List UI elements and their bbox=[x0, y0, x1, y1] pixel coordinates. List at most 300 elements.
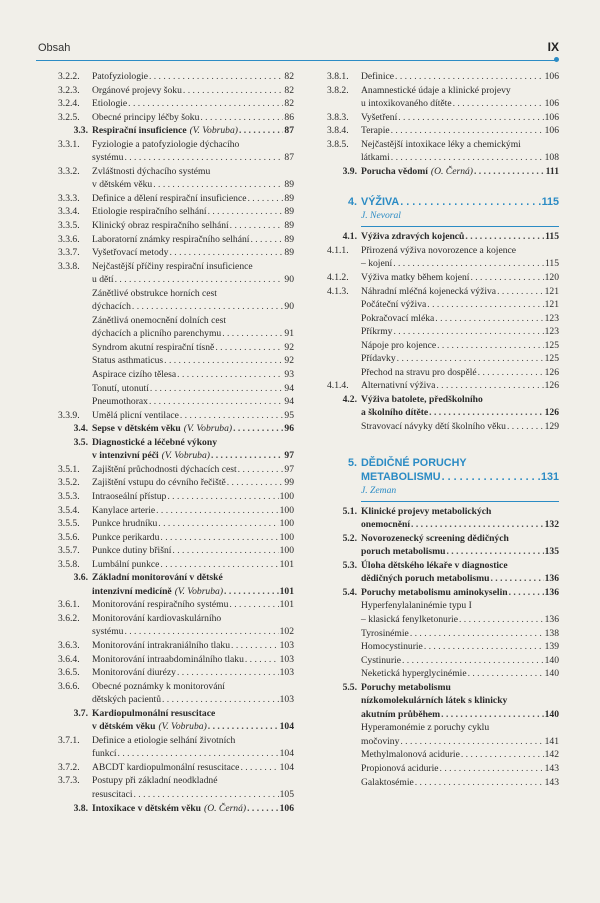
toc-entry[interactable] bbox=[327, 627, 559, 641]
section-number: 3.3.3. bbox=[58, 192, 80, 204]
entry-title: Homocystinurie bbox=[361, 641, 423, 653]
entry-title-line: Základní monitorování v dětské bbox=[92, 572, 223, 584]
entry-title-line: Klinické projevy metabolických bbox=[361, 505, 492, 517]
entry-title-line: Kardiopulmonální resuscitace bbox=[92, 707, 216, 719]
entry-page: 115 bbox=[545, 231, 559, 243]
leader-dots bbox=[395, 70, 544, 84]
entry-page: 136 bbox=[544, 573, 559, 585]
leader-dots bbox=[459, 613, 544, 627]
toc-column-left bbox=[58, 70, 294, 815]
entry-title-line: Obecné poznámky k monitorování bbox=[92, 680, 225, 692]
toc-entry[interactable] bbox=[58, 205, 294, 219]
entry-title: Klinický obraz respiračního selhání bbox=[92, 220, 229, 232]
toc-entry[interactable] bbox=[58, 287, 294, 314]
entry-title: – klasická fenylketonurie bbox=[361, 613, 458, 625]
leader-dots bbox=[172, 544, 278, 558]
section-number: 3.5.2. bbox=[58, 477, 80, 489]
entry-author: (V. Vobruba) bbox=[183, 423, 233, 435]
entry-page: 126 bbox=[544, 366, 559, 378]
leader-dots bbox=[391, 124, 544, 138]
leader-dots bbox=[245, 653, 279, 667]
entry-page: 89 bbox=[284, 192, 294, 204]
entry-title-line: nízkomolekulárních látek s klinicky bbox=[361, 695, 508, 707]
chapter-author-name: J. Zeman bbox=[361, 484, 397, 496]
entry-page: 89 bbox=[284, 220, 294, 232]
section-number: 3.6.3. bbox=[58, 639, 80, 651]
section-number: 3.5.7. bbox=[58, 545, 80, 557]
toc-entry[interactable] bbox=[58, 734, 294, 761]
toc-entry[interactable] bbox=[58, 70, 294, 84]
toc-entry[interactable] bbox=[327, 111, 559, 125]
toc-entry[interactable] bbox=[327, 298, 559, 312]
toc-entry[interactable] bbox=[58, 544, 294, 558]
entry-page: 103 bbox=[279, 653, 294, 665]
leader-dots bbox=[183, 84, 284, 98]
leader-dots bbox=[468, 667, 544, 681]
toc-entry[interactable] bbox=[58, 666, 294, 680]
section-number: 3.5.6. bbox=[58, 531, 80, 543]
entry-title: Cystinurie bbox=[361, 654, 401, 666]
toc-entry[interactable] bbox=[327, 721, 559, 748]
entry-page: 143 bbox=[544, 762, 559, 774]
entry-title-line: Fyziologie a patofyziologie dýchacího bbox=[92, 138, 240, 150]
toc-entry[interactable] bbox=[58, 476, 294, 490]
toc-entry[interactable] bbox=[327, 762, 559, 776]
section-number: 3.3.9. bbox=[58, 409, 80, 421]
toc-entry[interactable] bbox=[58, 707, 294, 734]
toc-entry[interactable] bbox=[327, 393, 559, 420]
leader-dots bbox=[222, 327, 283, 341]
entry-author: (V. Vobruba) bbox=[161, 450, 210, 462]
entry-page: 125 bbox=[544, 339, 559, 351]
entry-title: Definice bbox=[361, 71, 395, 82]
entry-page: 86 bbox=[284, 111, 294, 123]
toc-entry[interactable] bbox=[327, 559, 559, 586]
toc-entry[interactable] bbox=[327, 84, 559, 111]
toc-entry[interactable] bbox=[58, 639, 294, 653]
entry-page: 111 bbox=[545, 165, 559, 177]
entry-title-line: Postupy při základní neodkladné bbox=[92, 775, 218, 787]
entry-page: 108 bbox=[544, 152, 559, 164]
entry-title: Nápoje pro kojence bbox=[361, 339, 437, 351]
entry-title: Přídavky bbox=[361, 353, 396, 365]
toc-entry[interactable] bbox=[327, 138, 559, 165]
page-header bbox=[0, 0, 600, 66]
entry-title: Aspirace cizího tělesa bbox=[92, 369, 177, 381]
entry-title: Terapie bbox=[361, 125, 390, 137]
toc-entry[interactable] bbox=[58, 558, 294, 572]
entry-title: Definice a dělení respirační insuficience bbox=[92, 192, 247, 204]
leader-dots bbox=[490, 572, 543, 586]
entry-title: v dětském věku bbox=[92, 721, 156, 733]
toc-entry[interactable] bbox=[58, 571, 294, 598]
page-number: IX bbox=[547, 40, 559, 54]
entry-page: 132 bbox=[544, 519, 559, 531]
entry-title: Etiologie respiračního selhání bbox=[92, 206, 207, 218]
toc-entry[interactable] bbox=[58, 84, 294, 98]
leader-dots bbox=[424, 640, 544, 654]
entry-title: Intraoseální přístup bbox=[92, 490, 167, 502]
toc-entry[interactable] bbox=[58, 341, 294, 355]
leader-dots bbox=[497, 285, 544, 299]
toc-entry[interactable] bbox=[327, 640, 559, 654]
section-number: 4.1.4. bbox=[327, 380, 349, 392]
toc-entry[interactable] bbox=[327, 230, 559, 244]
toc-entry[interactable] bbox=[58, 246, 294, 260]
entry-page: 82 bbox=[284, 84, 294, 96]
leader-dots bbox=[238, 463, 284, 477]
entry-title: Tyrosinémie bbox=[361, 627, 409, 639]
toc-entry[interactable] bbox=[58, 111, 294, 125]
entry-title: močoviny bbox=[361, 735, 400, 747]
section-number: 4.1.1. bbox=[327, 244, 349, 256]
leader-dots bbox=[411, 518, 544, 532]
toc-entry[interactable] bbox=[58, 233, 294, 247]
toc-entry[interactable] bbox=[327, 654, 559, 668]
toc-entry[interactable] bbox=[327, 271, 559, 285]
entry-page: 89 bbox=[284, 179, 294, 191]
toc-entry[interactable] bbox=[327, 667, 559, 681]
leader-dots bbox=[134, 788, 279, 802]
section-number: 3.3. bbox=[73, 125, 88, 137]
entry-page: 89 bbox=[284, 206, 294, 218]
entry-title: Obecné principy léčby šoku bbox=[92, 111, 200, 123]
entry-page: 121 bbox=[544, 299, 559, 311]
entry-page: 82 bbox=[284, 71, 294, 82]
entry-page: 136 bbox=[544, 586, 559, 598]
toc-entry[interactable] bbox=[327, 312, 559, 326]
header-rule-dot bbox=[554, 57, 559, 62]
chapter-number: 5. bbox=[347, 456, 357, 469]
toc-entry[interactable] bbox=[58, 504, 294, 518]
entry-page: 82 bbox=[284, 98, 294, 110]
leader-dots bbox=[115, 273, 284, 287]
entry-title: Monitorování respiračního systému bbox=[92, 599, 229, 611]
leader-dots bbox=[400, 735, 543, 749]
entry-title: Zajištění průchodnosti dýchacích cest bbox=[92, 463, 237, 475]
entry-page: 93 bbox=[284, 369, 294, 381]
entry-page: 104 bbox=[279, 748, 294, 760]
toc-entry[interactable] bbox=[58, 680, 294, 707]
toc-entry[interactable] bbox=[58, 138, 294, 165]
entry-title: Lumbální punkce bbox=[92, 558, 160, 570]
entry-title-line: Novorozenecký screening dědičných bbox=[361, 532, 509, 544]
section-number: 3.3.7. bbox=[58, 247, 80, 259]
toc-column-right bbox=[327, 70, 559, 789]
toc-entry[interactable] bbox=[327, 748, 559, 762]
section-number: 3.5.5. bbox=[58, 518, 80, 530]
leader-dots bbox=[461, 748, 544, 762]
entry-author: (V. Vobruba) bbox=[158, 721, 207, 733]
entry-page: 103 bbox=[279, 639, 294, 651]
entry-page: 123 bbox=[544, 312, 559, 324]
toc-entry[interactable] bbox=[327, 586, 559, 600]
section-number: 3.7.3. bbox=[58, 775, 80, 787]
leader-dots bbox=[410, 627, 544, 641]
entry-title: Počáteční výživa bbox=[361, 299, 427, 311]
section-number: 5.5. bbox=[342, 681, 357, 693]
entry-page: 136 bbox=[544, 613, 559, 625]
toc-entry[interactable] bbox=[327, 70, 559, 84]
leader-dots bbox=[474, 165, 545, 179]
toc-entry[interactable] bbox=[58, 124, 294, 138]
toc-entry[interactable] bbox=[58, 395, 294, 409]
chapter-4-heading[interactable] bbox=[327, 195, 559, 209]
section-number: 3.8.4. bbox=[327, 125, 349, 137]
section-number: 3.8.3. bbox=[327, 111, 349, 123]
leader-dots bbox=[427, 298, 543, 312]
leader-dots bbox=[446, 545, 543, 559]
toc-entry[interactable] bbox=[58, 517, 294, 531]
entry-author: (V. Vobruba) bbox=[189, 125, 238, 137]
chapter-5-heading[interactable] bbox=[327, 456, 559, 484]
entry-title: funkcí bbox=[92, 748, 117, 760]
chapter-rule bbox=[361, 501, 559, 502]
entry-page: 138 bbox=[544, 627, 559, 639]
section-number: 3.5.1. bbox=[58, 463, 80, 475]
chapter-rule bbox=[361, 226, 559, 227]
toc-entry[interactable] bbox=[327, 124, 559, 138]
toc-entry[interactable] bbox=[58, 192, 294, 206]
entry-page: 105 bbox=[279, 788, 294, 800]
entry-title-line: Zvláštnosti dýchacího systému bbox=[92, 165, 211, 177]
section-number: 3.6.1. bbox=[58, 599, 80, 611]
section-number: 3.3.4. bbox=[58, 206, 80, 218]
entry-title: Výživa matky během kojení bbox=[361, 272, 470, 284]
leader-dots bbox=[442, 470, 540, 484]
toc-entry[interactable] bbox=[327, 165, 559, 179]
chapter-page: 115 bbox=[541, 196, 559, 209]
entry-title: Sepse v dětském věku bbox=[92, 423, 181, 435]
entry-title-line: Anamnestické údaje a klinické projevy bbox=[361, 84, 511, 96]
entry-title: systému bbox=[92, 152, 124, 164]
toc-entry[interactable] bbox=[58, 436, 294, 463]
entry-page: 89 bbox=[284, 247, 294, 259]
entry-title: Laboratorní známky respiračního selhání bbox=[92, 233, 250, 245]
leader-dots bbox=[248, 192, 284, 206]
entry-title: Punkce hrudníku bbox=[92, 518, 158, 530]
entry-page: 106 bbox=[544, 98, 559, 110]
leader-dots bbox=[229, 598, 278, 612]
entry-title-line: Zánětlivá onemocnění dolních cest bbox=[92, 314, 226, 326]
leader-dots bbox=[124, 151, 283, 165]
toc-entry[interactable] bbox=[58, 598, 294, 612]
entry-page: 97 bbox=[284, 463, 294, 475]
section-number: 3.2.2. bbox=[58, 71, 80, 82]
section-number: 3.5.3. bbox=[58, 490, 80, 502]
section-number: 4.1. bbox=[342, 231, 357, 243]
section-number: 3.5.4. bbox=[58, 504, 80, 516]
toc-entry[interactable] bbox=[327, 244, 559, 271]
leader-dots bbox=[478, 366, 544, 380]
entry-page: 140 bbox=[544, 708, 559, 720]
header-rule bbox=[36, 60, 557, 61]
leader-dots bbox=[415, 776, 544, 790]
leader-dots bbox=[158, 517, 278, 531]
toc-entry[interactable] bbox=[58, 774, 294, 801]
entry-title: intenzivní medicíně bbox=[92, 585, 172, 597]
entry-page: 106 bbox=[544, 71, 559, 82]
toc-entry[interactable] bbox=[58, 314, 294, 341]
leader-dots bbox=[164, 354, 283, 368]
toc-entry[interactable] bbox=[58, 165, 294, 192]
leader-dots bbox=[118, 747, 279, 761]
entry-page: 106 bbox=[544, 111, 559, 123]
entry-title: u dětí bbox=[92, 274, 114, 286]
entry-title: systému bbox=[92, 626, 124, 638]
entry-page: 106 bbox=[544, 125, 559, 137]
entry-title: Methylmalonová acidurie bbox=[361, 749, 460, 761]
entry-title-line: Nejčastější intoxikace léky a chemickými bbox=[361, 138, 521, 150]
entry-title: Pneumothorax bbox=[92, 396, 148, 408]
chapter-number: 4. bbox=[347, 196, 357, 209]
entry-title: Výživa zdravých kojenců bbox=[361, 231, 465, 243]
leader-dots bbox=[160, 558, 278, 572]
entry-title-line: Poruchy metabolismu bbox=[361, 681, 451, 693]
leader-dots bbox=[239, 124, 283, 138]
entry-page: 121 bbox=[544, 285, 559, 297]
entry-title: Punkce perikardu bbox=[92, 531, 160, 543]
leader-dots bbox=[402, 654, 544, 668]
entry-page: 92 bbox=[284, 355, 294, 367]
entry-title: poruch metabolismu bbox=[361, 546, 446, 558]
entry-title-line: Nejčastější příčiny respirační insuficience bbox=[92, 260, 253, 272]
toc-entry[interactable] bbox=[58, 490, 294, 504]
leader-dots bbox=[435, 312, 543, 326]
section-number: 3.6.2. bbox=[58, 612, 80, 624]
entry-title: dětských pacientů bbox=[92, 694, 161, 706]
entry-title: Etiologie bbox=[92, 98, 128, 110]
leader-dots bbox=[441, 708, 543, 722]
chapter-title-line-2: METABOLISMU bbox=[361, 470, 441, 483]
leader-dots bbox=[177, 368, 283, 382]
toc-entry[interactable] bbox=[58, 653, 294, 667]
entry-title: Neketická hyperglycinémie bbox=[361, 668, 467, 680]
entry-page: 91 bbox=[284, 328, 294, 340]
toc-entry[interactable] bbox=[58, 354, 294, 368]
toc-entry[interactable] bbox=[327, 352, 559, 366]
section-number: 3.3.1. bbox=[58, 138, 80, 150]
section-number: 3.6.5. bbox=[58, 667, 80, 679]
toc-entry[interactable] bbox=[327, 379, 559, 393]
section-number: 3.5.8. bbox=[58, 558, 80, 570]
entry-page: 120 bbox=[544, 272, 559, 284]
toc-entry[interactable] bbox=[58, 422, 294, 436]
section-number: 3.2.3. bbox=[58, 84, 80, 96]
entry-title: Propionová acidurie bbox=[361, 762, 439, 774]
entry-title: ABCDT kardiopulmonální resuscitace bbox=[92, 761, 240, 773]
entry-page: 129 bbox=[544, 421, 559, 433]
leader-dots bbox=[453, 97, 544, 111]
toc-entry[interactable] bbox=[58, 260, 294, 287]
entry-title: Umělá plicní ventilace bbox=[92, 409, 179, 421]
leader-dots bbox=[149, 395, 283, 409]
toc-entry[interactable] bbox=[58, 97, 294, 111]
leader-dots bbox=[124, 625, 278, 639]
entry-title: Přechod na stravu pro dospělé bbox=[361, 366, 477, 378]
toc-entry[interactable] bbox=[58, 219, 294, 233]
leader-dots bbox=[200, 111, 283, 125]
entry-title-line: Hyperfenylalaninémie typu I bbox=[361, 600, 472, 612]
entry-title: dýchacích a plicního parenchymu bbox=[92, 328, 222, 340]
entry-page: 89 bbox=[284, 233, 294, 245]
entry-title-line: Hyperamonémie z poruchy cyklu bbox=[361, 722, 490, 734]
entry-page: 104 bbox=[279, 761, 294, 773]
section-number: 3.5. bbox=[73, 436, 88, 448]
toc-entry[interactable] bbox=[327, 325, 559, 339]
section-number: 3.3.2. bbox=[58, 165, 80, 177]
toc-entry[interactable] bbox=[327, 420, 559, 434]
section-number: 4.2. bbox=[342, 393, 357, 405]
entry-title: Status asthmaticus bbox=[92, 355, 164, 367]
toc-entry[interactable] bbox=[58, 409, 294, 423]
leader-dots bbox=[509, 586, 544, 600]
entry-page: 101 bbox=[279, 585, 294, 597]
leader-dots bbox=[393, 325, 543, 339]
toc-entry[interactable] bbox=[58, 761, 294, 775]
entry-page: 126 bbox=[544, 407, 559, 419]
leader-dots bbox=[215, 341, 283, 355]
entry-title: Monitorování intrakraniálního tlaku bbox=[92, 639, 231, 651]
toc-entry[interactable] bbox=[58, 612, 294, 639]
leader-dots bbox=[397, 352, 544, 366]
entry-page: 141 bbox=[544, 735, 559, 747]
toc-entry[interactable] bbox=[58, 368, 294, 382]
entry-title: Patofyziologie bbox=[92, 71, 148, 82]
chapter-author-name: J. Nevoral bbox=[361, 210, 401, 222]
toc-entry[interactable] bbox=[327, 285, 559, 299]
leader-dots bbox=[149, 70, 283, 84]
leader-dots bbox=[240, 761, 278, 775]
section-number: 4.1.2. bbox=[327, 272, 349, 284]
toc-entry[interactable] bbox=[327, 366, 559, 380]
entry-title: Pokračovací mléka bbox=[361, 312, 435, 324]
toc-entry[interactable] bbox=[58, 531, 294, 545]
entry-title-line: Monitorování kardiovaskulárního bbox=[92, 612, 222, 624]
entry-page: 94 bbox=[284, 396, 294, 408]
section-number: 5.4. bbox=[342, 586, 357, 598]
toc-entry[interactable] bbox=[327, 505, 559, 532]
toc-entry[interactable] bbox=[327, 681, 559, 722]
toc-entry[interactable] bbox=[58, 802, 294, 816]
toc-entry[interactable] bbox=[327, 339, 559, 353]
toc-entry[interactable] bbox=[327, 776, 559, 790]
leader-dots bbox=[150, 382, 284, 396]
leader-dots bbox=[156, 504, 278, 518]
leader-dots bbox=[429, 406, 543, 420]
toc-entry[interactable] bbox=[327, 532, 559, 559]
leader-dots bbox=[153, 178, 283, 192]
leader-dots bbox=[128, 97, 283, 111]
leader-dots bbox=[391, 151, 544, 165]
section-number: 3.3.5. bbox=[58, 220, 80, 232]
toc-entry[interactable] bbox=[58, 382, 294, 396]
section-number: 5.3. bbox=[342, 559, 357, 571]
entry-page: 142 bbox=[544, 749, 559, 761]
leader-dots bbox=[400, 195, 540, 209]
leader-dots bbox=[436, 379, 543, 393]
entry-page: 97 bbox=[284, 450, 294, 462]
entry-page: 140 bbox=[544, 668, 559, 680]
toc-entry[interactable] bbox=[327, 599, 559, 626]
entry-title: Náhradní mléčná kojenecká výživa bbox=[361, 285, 497, 297]
entry-title: Punkce dutiny břišní bbox=[92, 545, 172, 557]
entry-title-line: Zánětlivé obstrukce horních cest bbox=[92, 287, 217, 299]
entry-title: Monitorování intraabdominálního tlaku bbox=[92, 653, 244, 665]
chapter-title-line-1: DĚDIČNÉ PORUCHY bbox=[361, 456, 467, 469]
toc-entry[interactable] bbox=[58, 463, 294, 477]
toc-group-chapter3-end bbox=[327, 70, 559, 178]
